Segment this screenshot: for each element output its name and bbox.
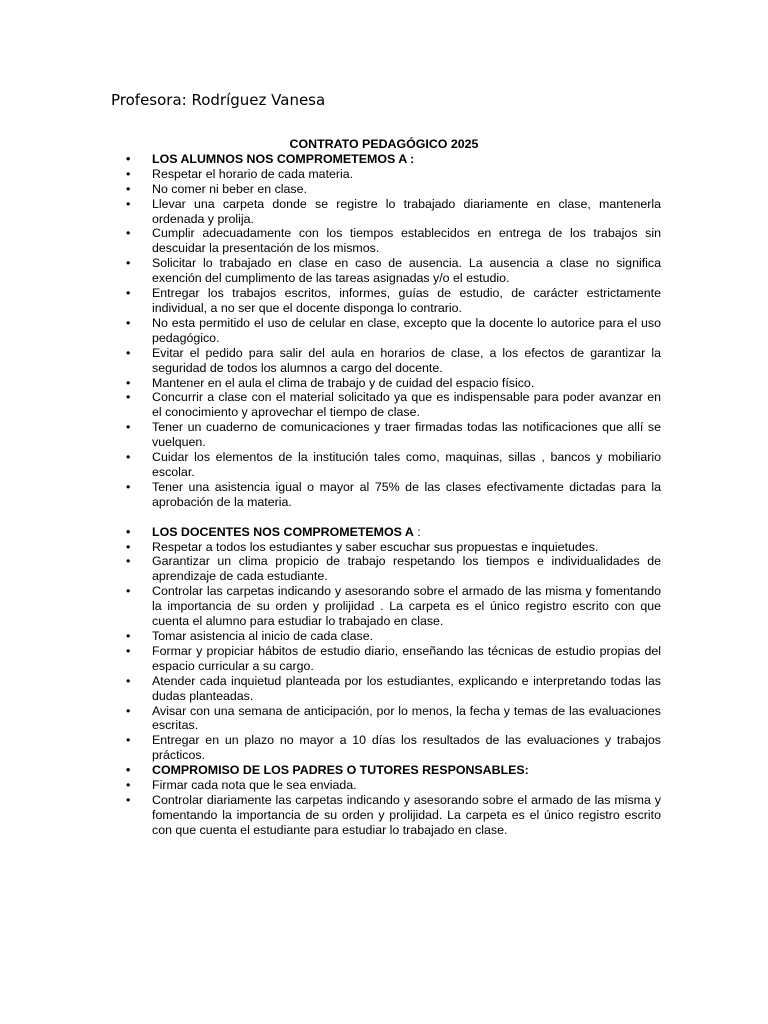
- teachers-section-heading: [0, 525, 768, 540]
- students-commitments-list: [0, 152, 768, 510]
- list-item: • Respetar a todos los estudiantes y saber escuchar sus propuestas e inquietudes.: [0, 540, 768, 555]
- section-gap: [0, 510, 768, 525]
- list-item: • Cumplir adecuadamente con los tiempos establecidos en entrega de los trabajos sin descuidar la presentación de los mismos.: [0, 226, 768, 256]
- list-item: • Solicitar lo trabajado en clase en caso de ausencia. La ausencia a clase no significa exención del cumplimento de las tareas asignadas y/o el estudio.: [0, 256, 768, 286]
- teachers-heading-text: LOS DOCENTES NOS COMPROMETEMOS A: [152, 524, 414, 539]
- list-item: • Respetar el horario de cada materia.: [0, 167, 768, 182]
- list-item: • Llevar una carpeta donde se registre lo trabajado diariamente en clase, mantenerla ordenada y prolija.: [0, 197, 768, 227]
- list-item: • No esta permitido el uso de celular en clase, excepto que la docente lo autorice para el uso pedagógico.: [0, 316, 768, 346]
- list-item: • Concurrir a clase con el material solicitado ya que es indispensable para poder avanzar en el conocimiento y aprovechar el tiempo de clase.: [0, 390, 768, 420]
- list-item: • Entregar en un plazo no mayor a 10 días los resultados de las evaluaciones y trabajos prácticos.: [0, 733, 768, 763]
- list-item: • Evitar el pedido para salir del aula en horarios de clase, a los efectos de garantizar la seguridad de todos los alumnos a cargo del docente.: [0, 346, 768, 376]
- list-item: • Controlar las carpetas indicando y asesorando sobre el armado de las misma y fomentando la importancia de su orden y prolijidad . La carpeta es el único registro escrito con que cuenta el alumno para estudiar lo trabajado en clase.: [0, 584, 768, 629]
- list-item: • No comer ni beber en clase.: [0, 182, 768, 197]
- document-body: [0, 137, 768, 838]
- list-item: • Garantizar un clima propicio de trabajo respetando los tiempos e individualidades de aprendizaje de cada estudiante.: [0, 554, 768, 584]
- list-item: • Tomar asistencia al inicio de cada clase.: [0, 629, 768, 644]
- list-item: • Entregar los trabajos escritos, informes, guías de estudio, de carácter estrictamente individual, a no ser que el docente disponga lo contrario.: [0, 286, 768, 316]
- parents-commitments-list: [0, 763, 768, 838]
- list-item: • Firmar cada nota que le sea enviada.: [0, 778, 768, 793]
- list-item: • Atender cada inquietud planteada por los estudiantes, explicando e interpretando todas las dudas planteadas.: [0, 674, 768, 704]
- parents-section-heading: • COMPROMISO DE LOS PADRES O TUTORES RESPONSABLES:: [0, 763, 768, 778]
- list-item: • Controlar diariamente las carpetas indicando y asesorando sobre el armado de las misma y fomentando la importancia de su orden y prolijidad. La carpeta es el único registro escrito con que cuenta el estudiante para estudiar lo trabajado en clase.: [0, 793, 768, 838]
- teachers-commitments-list: [0, 525, 768, 764]
- list-item: • Tener una asistencia igual o mayor al 75% de las clases efectivamente dictadas para la aprobación de la materia.: [0, 480, 768, 510]
- teachers-heading-colon: :: [413, 524, 421, 539]
- document-title: CONTRATO PEDAGÓGICO 2025: [289, 137, 479, 151]
- list-item: • Mantener en el aula el clima de trabajo y de cuidad del espacio físico.: [0, 376, 768, 391]
- teacher-name: Profesora: Rodríguez Vanesa: [111, 91, 326, 109]
- list-item: • Tener un cuaderno de comunicaciones y traer firmadas todas las notificaciones que allí se vuelquen.: [0, 420, 768, 450]
- list-item: • Cuidar los elementos de la institución tales como, maquinas, sillas , bancos y mobiliario escolar.: [0, 450, 768, 480]
- list-item: • Avisar con una semana de anticipación, por lo menos, la fecha y temas de las evaluaciones escritas.: [0, 704, 768, 734]
- list-item: • Formar y propiciar hábitos de estudio diario, enseñando las técnicas de estudio propias del espacio curricular a su cargo.: [0, 644, 768, 674]
- students-section-heading: • LOS ALUMNOS NOS COMPROMETEMOS A :: [0, 152, 768, 167]
